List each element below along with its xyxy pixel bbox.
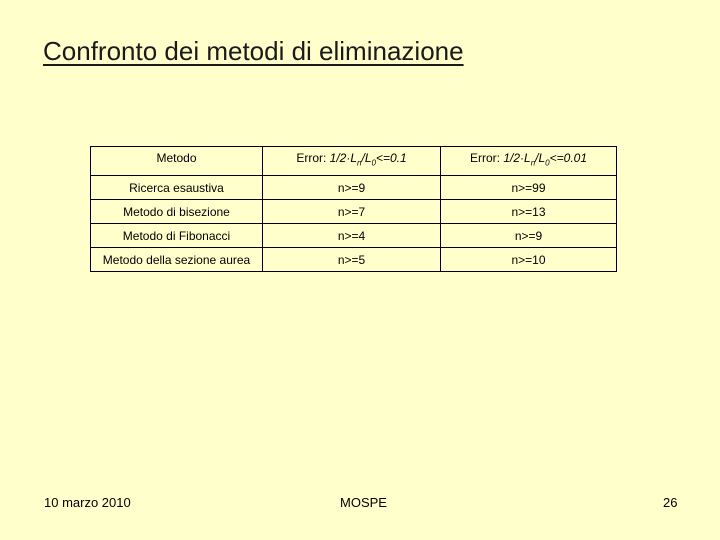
comparison-table bbox=[90, 146, 617, 272]
row-error-0.01: n>=9 bbox=[441, 224, 617, 248]
table-row bbox=[91, 176, 617, 200]
header-error-prefix: Error: bbox=[470, 151, 504, 165]
formula-part: /L bbox=[535, 151, 546, 165]
table-row bbox=[91, 248, 617, 272]
header-error-formula bbox=[503, 151, 587, 168]
row-method: Ricerca esaustiva bbox=[91, 176, 263, 200]
slide-title: Confronto dei metodi di eliminazione bbox=[43, 36, 464, 66]
header-method: Metodo bbox=[91, 147, 263, 176]
row-error-0.1: n>=7 bbox=[263, 200, 441, 224]
row-error-0.01: n>=10 bbox=[441, 248, 617, 272]
header-error-0.1 bbox=[263, 147, 441, 176]
header-error-prefix: Error: bbox=[296, 151, 330, 165]
formula-subscript-0: 0 bbox=[545, 158, 550, 168]
formula-part: 1/2·L bbox=[329, 151, 358, 165]
header-error-formula bbox=[329, 151, 407, 168]
row-error-0.1: n>=9 bbox=[263, 176, 441, 200]
formula-part: <=0.1 bbox=[375, 151, 407, 165]
table-header-row bbox=[91, 147, 617, 176]
row-method: Metodo di bisezione bbox=[91, 200, 263, 224]
page-number: 26 bbox=[663, 495, 678, 510]
row-error-0.01: n>=13 bbox=[441, 200, 617, 224]
formula-subscript-n: n bbox=[530, 158, 536, 168]
table-row bbox=[91, 200, 617, 224]
footer-center-text: MOSPE bbox=[340, 495, 387, 510]
formula-subscript-0: 0 bbox=[371, 158, 376, 168]
formula-subscript-n: n bbox=[357, 158, 362, 168]
row-method: Metodo di Fibonacci bbox=[91, 224, 263, 248]
row-error-0.01: n>=99 bbox=[441, 176, 617, 200]
formula-part: 1/2·L bbox=[503, 151, 531, 165]
formula-part: /L bbox=[361, 151, 372, 165]
formula-part: <=0.01 bbox=[549, 151, 587, 165]
row-method: Metodo della sezione aurea bbox=[91, 248, 263, 272]
footer-date: 10 marzo 2010 bbox=[44, 495, 131, 510]
row-error-0.1: n>=4 bbox=[263, 224, 441, 248]
table-row bbox=[91, 224, 617, 248]
row-error-0.1: n>=5 bbox=[263, 248, 441, 272]
header-error-0.01 bbox=[441, 147, 617, 176]
